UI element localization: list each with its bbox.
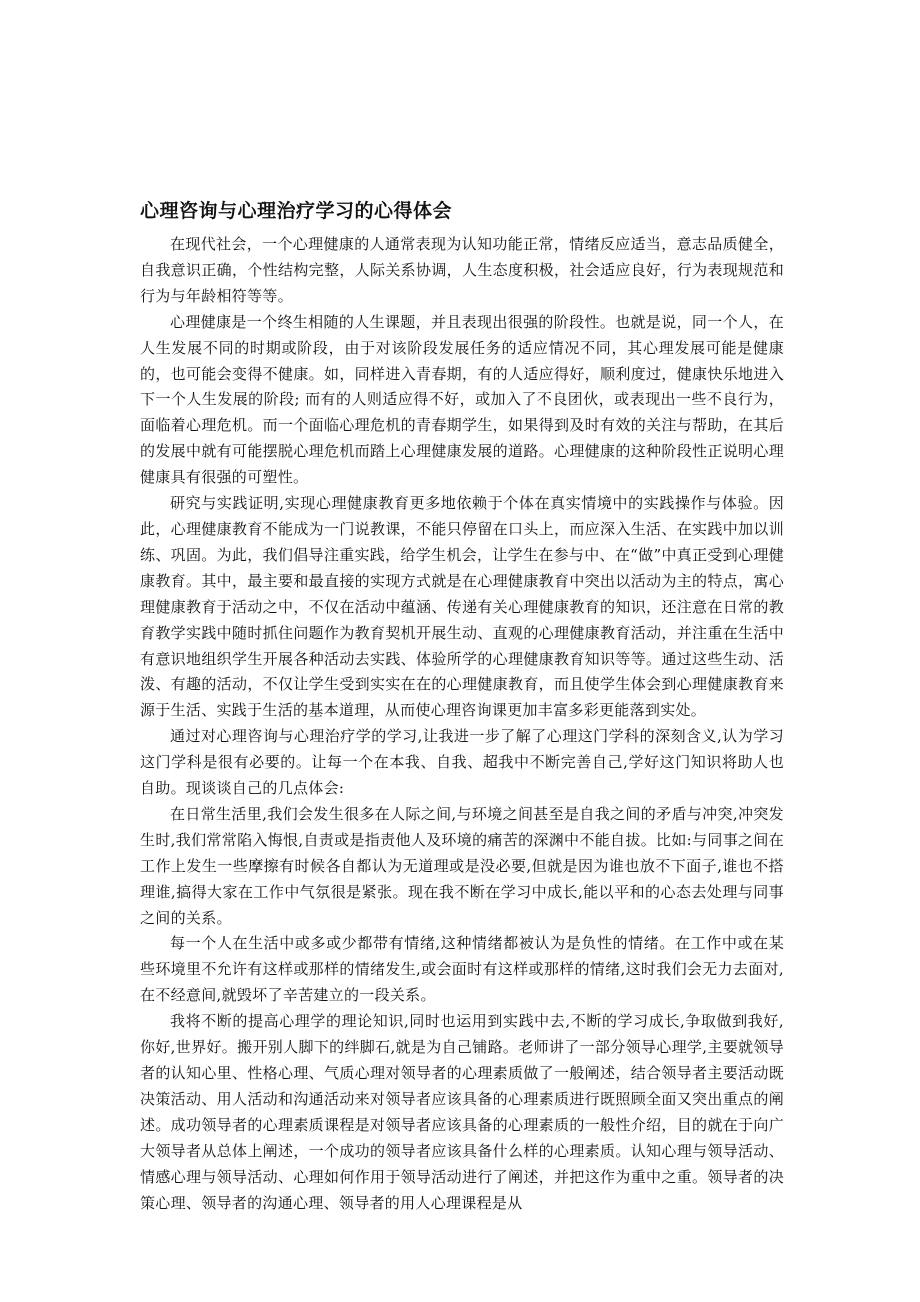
paragraph-7: 我将不断的提高心理学的理论知识,同时也运用到实践中去,不断的学习成长,争取做到我好,你好,世界好。搬开别人脚下的绊脚石,就是为自己铺路。老师讲了一部分领导心理学,主要就领导者的认知心里、性格心理、气质心理对领导者的心理素质做了一般阐述，结合领导者主要活动既决策活动、用人活动和沟通活动来对领导者应该具备的心理素质进行既照顾全面又突出重点的阐述。成功领导者的心理素质课程是对领导者应该具备的心理素质的一般性介绍，目的就在于向广大领导者从总体上阐述，一个成功的领导者应该具备什么样的心理素质。认知心理与领导活动、情感心理与领导活动、心理如何作用于领导活动进行了阐述，并把这作为重中之重。领导者的决策心理、领导者的沟通心理、领导者的用人心理课程是从 [140,1012,784,1212]
document-title: 心理咨询与心理治疗学习的心得体会 [140,200,453,222]
paragraph-3: 研究与实践证明,实现心理健康教育更多地依赖于个体在真实情境中的实践操作与体验。因此，心理健康教育不能成为一门说教课，不能只停留在口头上，而应深入生活、在实践中加以训练、巩固。为此，我们倡导注重实践，给学生机会，让学生在参与中、在“做”中真正受到心理健康教育。其中，最主要和最直接的实现方式就是在心理健康教育中突出以活动为主的特点，寓心理健康教育于活动之中，不仅在活动中蕴涵、传递有关心理健康教育的知识，还注意在日常的教育教学实践中随时抓住问题作为教育契机开展生动、直观的心理健康教育活动，并注重在生活中有意识地组织学生开展各种活动去实践、体验所学的心理健康教育知识等等。通过这些生动、活泼、有趣的活动，不仅让学生受到实实在在的心理健康教育，而且使学生体会到心理健康教育来源于生活、实践于生活的基本道理，从而使心理咨询课更加丰富多彩更能落到实处。 [140,494,784,720]
paragraph-1: 在现代社会，一个心理健康的人通常表现为认知功能正常，情绪反应适当，意志品质健全，自我意识正确，个性结构完整，人际关系协调，人生态度积极，社会适应良好，行为表现规范和行为与年龄相符等等。 [140,235,784,305]
paragraph-6: 每一个人在生活中或多或少都带有情绪,这种情绪都被认为是负性的情绪。在工作中或在某些环境里不允许有这样或那样的情绪发生,或会面时有这样或那样的情绪,这时我们会无力去面对,在不经意间,就毁坏了辛苦建立的一段关系。 [140,934,784,1005]
paragraph-4: 通过对心理咨询与心理治疗学的学习,让我进一步了解了心理这门学科的深刻含义,认为学习这门学科是很有必要的。让每一个在本我、自我、超我中不断完善自己,学好这门知识将助人也自助。现谈谈自己的几点体会: [140,727,784,798]
paragraph-2: 心理健康是一个终生相随的人生课题，并且表现出很强的阶段性。也就是说，同一个人，在人生发展不同的时期或阶段，由于对该阶段发展任务的适应情况不同，其心理发展可能是健康的，也可能会变得不健康。如，同样进入青春期，有的人适应得好，顺利度过，健康快乐地进入下一个人生发展的阶段; 而有的人则适应得不好，或加入了不良团伙，或表现出一些不良行为，面临着心理危机。而一个面临心理危机的青春期学生，如果得到及时有效的关注与帮助，在其后的发展中就有可能摆脱心理危机而踏上心理健康发展的道路。心理健康的这种阶段性正说明心理健康具有很强的可塑性。 [140,312,784,487]
document-body [140,232,784,1216]
paragraph-5: 在日常生活里,我们会发生很多在人际之间,与环境之间甚至是自我之间的矛盾与冲突,冲突发生时,我们常常陷入悔恨,自责或是指责他人及环境的痛苦的深渊中不能自拔。比如:与同事之间在工作上发生一些摩擦有时候各自都认为无道理或是没必要,但就是因为谁也放不下面子,谁也不搭理谁,搞得大家在工作中气氛很是紧张。现在我不断在学习中成长,能以平和的心态去处理与同事之间的关系。 [140,804,784,927]
